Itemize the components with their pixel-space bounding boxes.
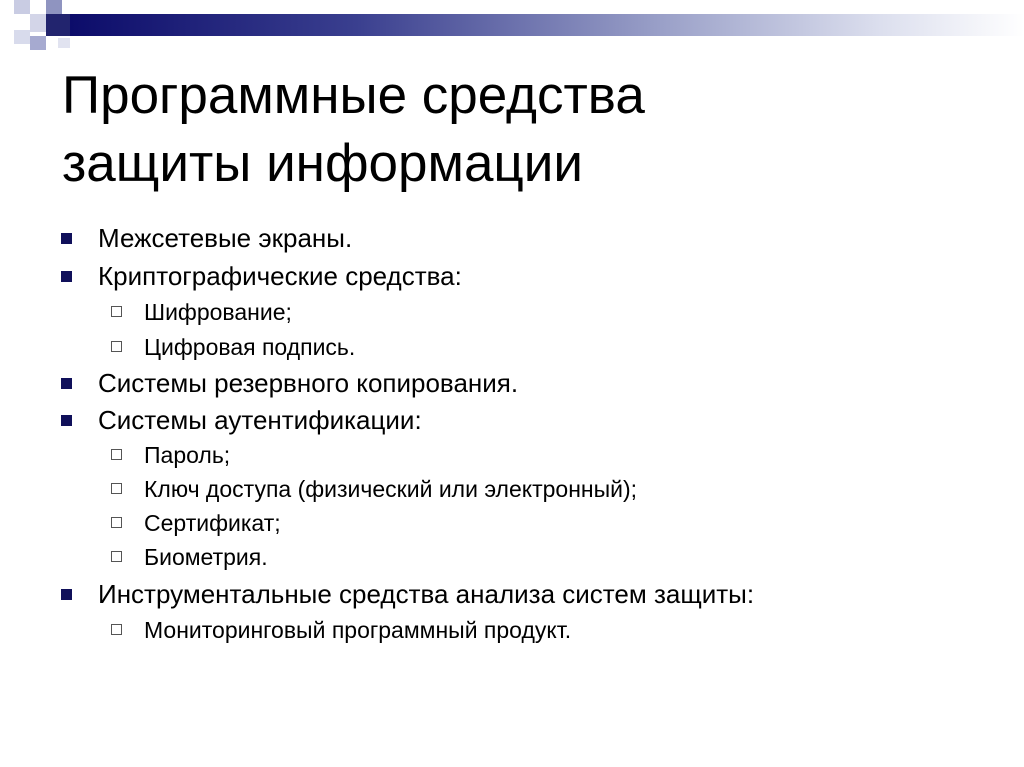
square-bullet-icon [61,415,72,426]
list-item-text: Инструментальные средства анализа систем защиты: [98,579,755,609]
sub-list-item [144,616,571,644]
hollow-square-bullet-icon [111,306,122,317]
hollow-square-bullet-icon [111,449,122,460]
hollow-square-bullet-icon [111,483,122,494]
list-item-text: Системы аутентификации: [98,405,422,435]
hollow-square-bullet-icon [111,551,122,562]
list-item-text: Ключ доступа (физический или электронный); [144,476,638,502]
list-item [98,261,462,291]
sub-list-item [144,509,281,537]
list-item-text: Системы резервного копирования. [98,368,519,398]
list-item-text: Шифрование; [144,299,292,325]
list-item [98,405,422,435]
list-item-text: Мониторинговый программный продукт. [144,617,572,643]
list-item [98,223,352,253]
list-item-text: Криптографические средства: [98,261,462,291]
list-item-text: Пароль; [144,442,231,468]
list-item [98,579,754,609]
sub-list-item [144,543,268,571]
sub-list-item [144,441,230,469]
sub-list-item [144,475,637,503]
sub-list-item [144,298,292,326]
hollow-square-bullet-icon [111,624,122,635]
slide-title: Программные средства защиты информации [62,66,645,193]
list-item-text: Сертификат; [144,510,281,536]
square-bullet-icon [61,233,72,244]
list-item-text: Цифровая подпись. [144,334,356,360]
list-item-text: Межсетевые экраны. [98,223,353,253]
list-item [98,368,518,398]
square-bullet-icon [61,271,72,282]
sub-list-item [144,333,355,361]
hollow-square-bullet-icon [111,341,122,352]
square-bullet-icon [61,589,72,600]
square-bullet-icon [61,378,72,389]
hollow-square-bullet-icon [111,517,122,528]
list-item-text: Биометрия. [144,544,268,570]
